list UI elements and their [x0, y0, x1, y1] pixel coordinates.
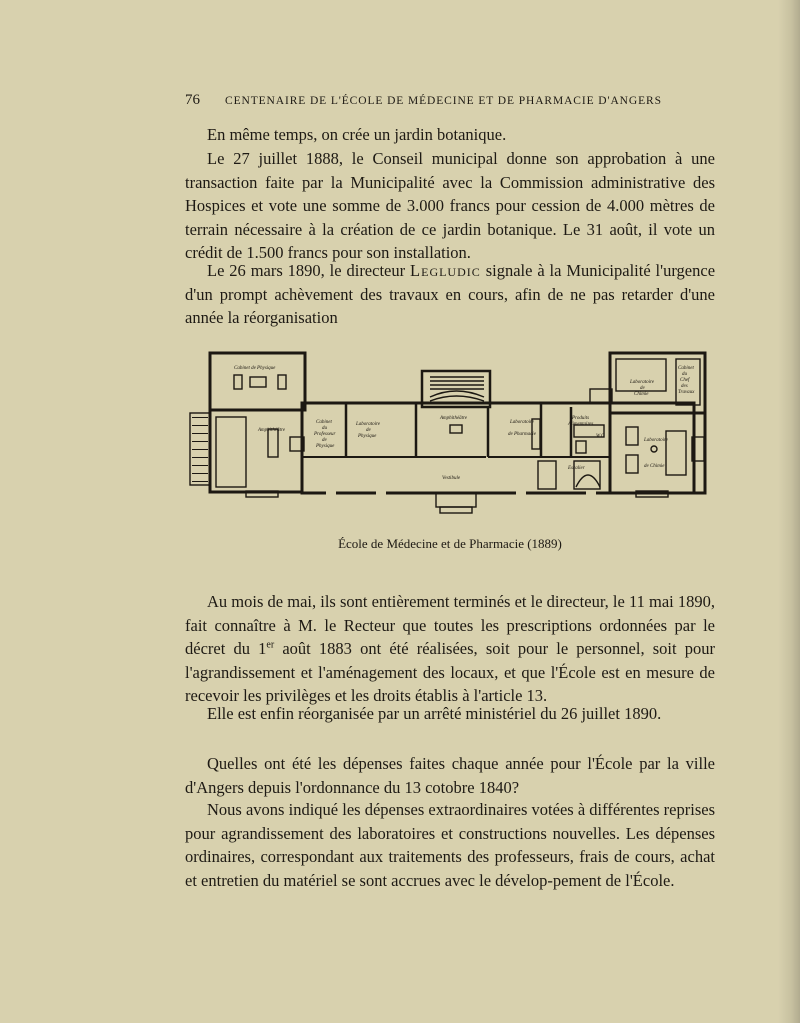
label-cabinet-physique: Cabinet de Physique [234, 366, 276, 371]
paragraph-4 [185, 590, 715, 708]
paragraph-3-start: Le 26 mars 1890, le directeur [207, 261, 406, 280]
label-labo-physique-3: Physique [358, 434, 377, 439]
label-cabinet-prof-4: de [322, 438, 327, 443]
label-escalier: Escalier [568, 466, 585, 471]
paragraph-7: Nous avons indiqué les dépenses extraordinaires votées à différentes reprises pour agrandissement des laboratoires et constructions nouvelles. Les dépenses ordinaires, correspondant aux traitements des professeurs, frais de cours, achat et entretien du matériel se sont accrues avec le dévelop-pement de l'École. [185, 800, 715, 890]
director-name: Legludic [410, 261, 481, 280]
label-laboratoire-right: Laboratoire [644, 438, 668, 443]
label-produits-2: Alimentaires [568, 422, 594, 427]
running-title: CENTENAIRE DE L'ÉCOLE DE MÉDECINE ET DE PHARMACIE D'ANGERS [225, 95, 662, 107]
label-cabinet-chef-3: Chef [680, 378, 690, 383]
paragraph-4-start: Au mois de mai, ils sont entièrement terminés et le directeur, le 11 mai 1890, fait connaître à M. le Recteur que toutes les prescriptions ordonnées par le décret du 1 [185, 592, 715, 658]
paragraph-2: Le 27 juillet 1888, le Conseil municipal donne son approbation à une transaction faite par la Municipalité avec la Commission administrative des Hospices et vote une somme de 3.000 francs pour cession de 4.000 mètres de terrain nécessaire à la création de ce jardin botanique. Le 31 août, il vote un crédit de 1.500 francs pour son installation. [185, 149, 715, 262]
superscript-er: er [266, 639, 275, 651]
label-cabinet-prof-5: Physique [316, 444, 335, 449]
label-labo-chimie-2: de [640, 386, 645, 391]
paragraph-3-end: signale à la Municipalité l'urgence d'un prompt achèvement des travaux en cours, afin de ne pas retarder d'une année la réorganisation [185, 261, 716, 327]
running-header [185, 92, 715, 112]
label-labo-chimie-1: Laboratoire [630, 380, 654, 385]
label-labo-physique-1: Laboratoire [356, 422, 380, 427]
page-edge-shadow [778, 0, 800, 1023]
label-cabinet-chef-2: du [682, 372, 687, 377]
label-labo-pharmacie-1: Laboratoire [510, 420, 534, 425]
label-produits-1: Produits [572, 416, 590, 421]
label-cabinet-chef-1: Cabinet [678, 366, 694, 371]
label-cabinet-chef-4: des [681, 384, 688, 389]
paragraph-1: En même temps, on crée un jardin botanique. [207, 125, 507, 144]
label-amphitheatre-center: Amphithéâtre [440, 416, 468, 421]
label-cabinet-chef-5: Travaux [678, 390, 695, 395]
label-amphitheatre-left: Amphithéâtre [258, 428, 286, 433]
label-cabinet-prof-2: du [322, 426, 327, 431]
paragraph-5: Elle est enfin réorganisée par un arrêté ministériel du 26 juillet 1890. [207, 704, 662, 723]
page-number: 76 [185, 92, 200, 108]
label-cabinet-prof-1: Cabinet [316, 420, 332, 425]
paragraph-4-end: août 1883 ont été réalisées, soit pour le personnel, soit pour l'agrandissement et l'aménagement des locaux, et que l'École est en mesure de recevoir les privilèges et les droits établis à l'article 13. [185, 639, 715, 705]
label-labo-physique-2: de [366, 428, 371, 433]
paragraph-3 [185, 259, 715, 330]
label-labo-pharmacie-2: de Pharmacie [508, 432, 536, 437]
label-labo-chimie-3: Chimie [634, 392, 649, 397]
figure-caption: École de Médecine et de Pharmacie (1889) [338, 536, 562, 551]
label-vestibule: Vestibule [442, 476, 461, 481]
paragraph-6: Quelles ont été les dépenses faites chaque année pour l'École par la ville d'Angers depuis l'ordonnance du 13 cotobre 1840? [185, 754, 715, 797]
floor-plan-figure [186, 345, 714, 520]
label-cabinet-prof-3: Professeur [314, 432, 336, 437]
label-de-chimie: de Chimie [644, 464, 665, 469]
label-wc: W.C [596, 434, 605, 439]
